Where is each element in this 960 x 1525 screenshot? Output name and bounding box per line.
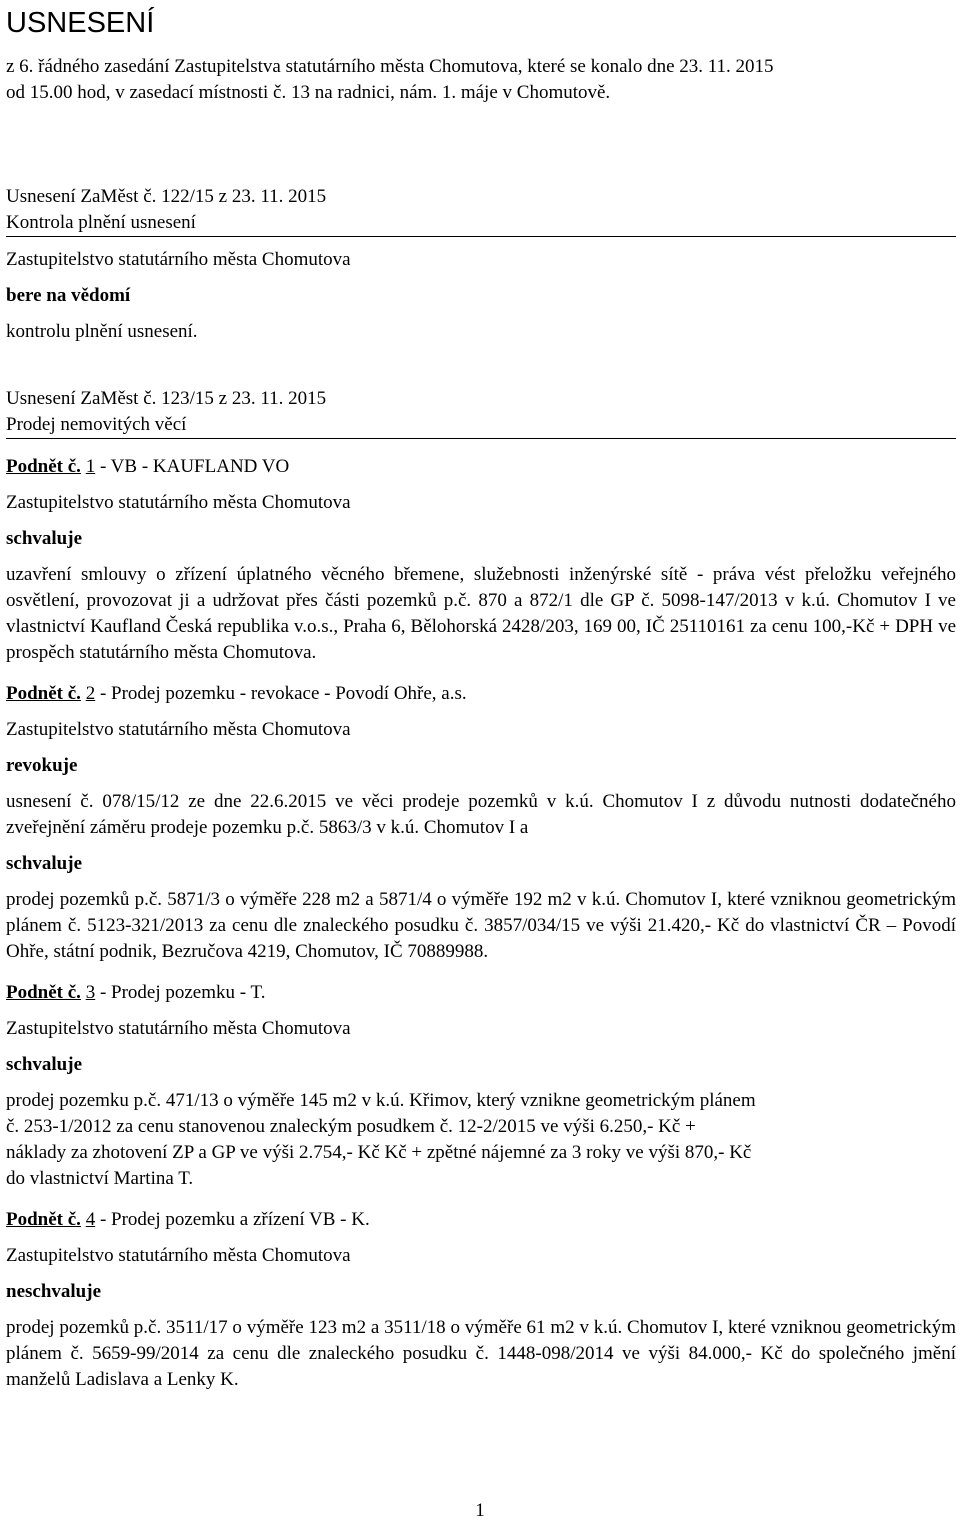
intro-line-2: od 15.00 hod, v zasedací místnosti č. 13 na radnici, nám. 1. máje v Chomutově. [6,82,611,103]
proposal-label: Podnět č. [6,683,81,704]
resolution-subject: Prodej nemovitých věcí [6,412,956,439]
proposal-text-revoke: usnesení č. 078/15/12 ze dne 22.6.2015 ve věci prodeje pozemků v k.ú. Chomutov I z důvodu nutnosti dodatečného zveřejnění záměru prodeje pozemku p.č. 5863/3 v k.ú. Chomutov I a [6,791,956,838]
resolution-verb: bere na vědomí [6,285,131,306]
text-line: prodej pozemku p.č. 471/13 o výměře 145 m2 v k.ú. Křimov, který vznikne geometrickým plánem [6,1090,756,1111]
council-name: Zastupitelstvo statutárního města Chomutova [6,492,351,513]
proposal-verb-revoke: revokuje [6,755,78,776]
text-line: do vlastnictví Martina T. [6,1168,194,1189]
resolution-subject: Kontrola plnění usnesení [6,210,956,237]
proposal-title: - VB - KAUFLAND VO [95,456,290,477]
text-line: č. 253-1/2012 za cenu stanovenou znaleckým posudkem č. 12-2/2015 ve výši 6.250,- Kč + [6,1116,696,1137]
council-name: Zastupitelstvo statutárního města Chomutova [6,1018,351,1039]
proposal-label: Podnět č. [6,456,81,477]
proposal-title: - Prodej pozemku - T. [95,982,266,1003]
proposal-heading [6,454,956,480]
proposal-number: 3 [85,982,96,1003]
council-name: Zastupitelstvo statutárního města Chomutova [6,719,351,740]
proposal-1 [6,454,956,666]
proposal-number: 4 [85,1209,96,1230]
resolution-header: Usnesení ZaMěst č. 123/15 z 23. 11. 2015 [6,388,327,409]
proposal-heading [6,980,956,1006]
proposal-label: Podnět č. [6,982,81,1003]
resolution-122 [6,184,956,345]
intro-line-1: z 6. řádného zasedání Zastupitelstva statutárního města Chomutova, které se konalo dne 23. 11. 2015 [6,56,774,77]
intro-text [6,54,956,106]
proposal-verb-approve: schvaluje [6,853,82,874]
proposal-heading [6,681,956,707]
proposal-text [6,1088,956,1192]
proposal-text: prodej pozemků p.č. 3511/17 o výměře 123 m2 a 3511/18 o výměře 61 m2 v k.ú. Chomutov I, které vzniknou geometrickým plánem č. 5659-99/2014 za cenu dle znaleckého posudku č. 1448-098/2014 ve výši 84.000,- Kč do společného jmění manželů Ladislava a Lenky K. [6,1317,956,1390]
proposal-3 [6,980,956,1192]
proposal-number: 1 [85,456,96,477]
resolution-header: Usnesení ZaMěst č. 122/15 z 23. 11. 2015 [6,186,327,207]
proposal-title: - Prodej pozemku a zřízení VB - K. [95,1209,370,1230]
resolution-123 [6,386,956,1393]
page-number: 1 [475,1500,485,1521]
proposal-title: - Prodej pozemku - revokace - Povodí Ohře, a.s. [95,683,467,704]
proposal-verb: schvaluje [6,528,82,549]
council-name: Zastupitelstvo statutárního města Chomutova [6,1245,351,1266]
proposal-verb: schvaluje [6,1054,82,1075]
document-page [6,0,956,1393]
proposal-text-approve: prodej pozemků p.č. 5871/3 o výměře 228 m2 a 5871/4 o výměře 192 m2 v k.ú. Chomutov I, které vzniknou geometrickým plánem č. 5123-321/2013 za cenu dle znaleckého posudku č. 3857/034/15 ve výši 21.420,- Kč do vlastnictví ČR – Povodí Ohře, státní podnik, Bezručova 4219, Chomutov, IČ 70889988. [6,889,956,962]
proposal-text: uzavření smlouvy o zřízení úplatného věcného břemene, služebnosti inženýrské sítě - práva vést přeložku veřejného osvětlení, provozovat ji a udržovat přes části pozemků p.č. 870 a 872/1 dle GP č. 5098-147/2013 v k.ú. Chomutov I ve vlastnictví Kaufland Česká republika v.o.s., Praha 6, Bělohorská 2428/203, 169 00, IČ 25110161 za cenu 100,-Kč + DPH ve prospěch statutárního města Chomutova. [6,564,956,663]
proposal-number: 2 [85,683,96,704]
proposal-4 [6,1207,956,1393]
document-title: USNESENÍ [6,7,155,39]
resolution-text: kontrolu plnění usnesení. [6,321,198,342]
proposal-heading [6,1207,956,1233]
text-line: náklady za zhotovení ZP a GP ve výši 2.754,- Kč Kč + zpětné nájemné za 3 roky ve výši 870,- Kč [6,1142,752,1163]
proposal-verb: neschvaluje [6,1281,101,1302]
council-name: Zastupitelstvo statutárního města Chomutova [6,249,351,270]
proposal-2 [6,681,956,965]
proposal-label: Podnět č. [6,1209,81,1230]
